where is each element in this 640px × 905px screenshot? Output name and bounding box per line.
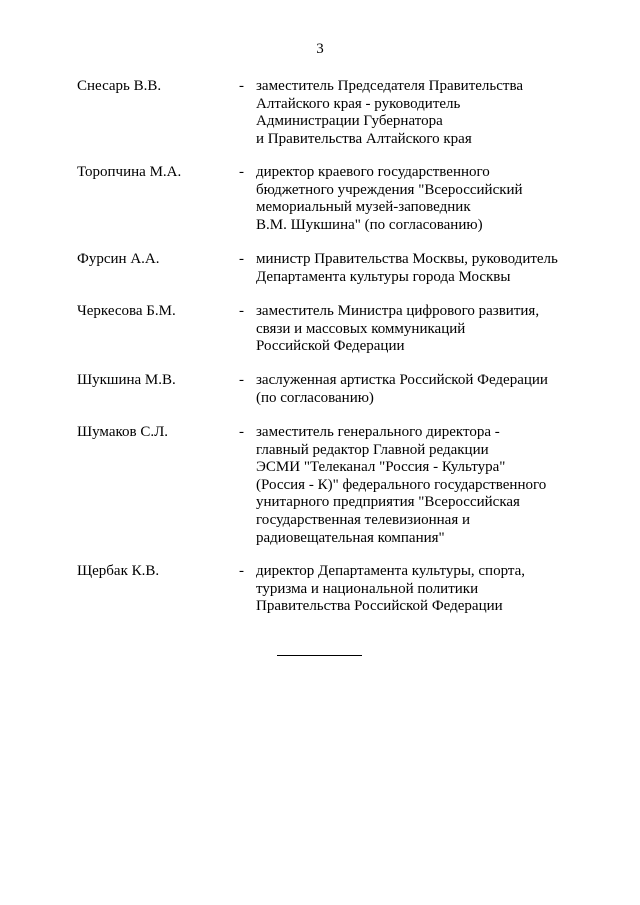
member-name: Шукшина М.В. — [77, 372, 176, 388]
member-role — [256, 563, 586, 616]
role-line: директор Департамента культуры, спорта, — [256, 563, 526, 579]
member-role — [256, 251, 586, 286]
role-line: туризма и национальной политики — [256, 580, 479, 597]
role-line: Администрации Губернатора — [256, 113, 443, 130]
role-line: государственная телевизионная и — [256, 511, 470, 528]
separator-dash: - — [239, 372, 244, 388]
role-line: директор краевого государственного — [256, 164, 490, 180]
member-name: Снесарь В.В. — [77, 78, 162, 94]
member-role — [256, 303, 586, 356]
role-line: Правительства Российской Федерации — [256, 598, 503, 615]
role-line: (Россия - К)" федерального государственного — [256, 476, 547, 493]
role-line: заместитель Председателя Правительства — [256, 78, 524, 94]
separator-dash: - — [239, 251, 244, 267]
role-line: радиовещательная компания" — [256, 529, 445, 546]
member-name: Шумаков С.Л. — [77, 424, 169, 440]
role-line: и Правительства Алтайского края — [256, 130, 472, 147]
role-line: (по согласованию) — [256, 389, 374, 406]
member-name: Черкесова Б.М. — [77, 303, 176, 319]
role-line: министр Правительства Москвы, руководитель — [256, 251, 558, 267]
member-role — [256, 78, 586, 148]
role-line: главный редактор Главной редакции — [256, 441, 489, 458]
role-line: мемориальный музей-заповедник — [256, 199, 471, 216]
role-line: унитарного предприятия "Всероссийская — [256, 494, 520, 511]
role-line: бюджетного учреждения "Всероссийский — [256, 181, 523, 198]
role-line: заместитель генерального директора - — [256, 424, 500, 440]
role-line: Департамента культуры города Москвы — [256, 268, 511, 285]
end-of-list-rule — [277, 655, 362, 656]
page-number: 3 — [316, 41, 324, 57]
separator-dash: - — [239, 164, 244, 180]
member-role — [256, 372, 586, 407]
separator-dash: - — [239, 424, 244, 440]
role-line: Российской Федерации — [256, 338, 405, 355]
role-line: заслуженная артистка Российской Федерации — [256, 372, 548, 388]
separator-dash: - — [239, 303, 244, 319]
member-name: Щербак К.В. — [77, 563, 160, 579]
member-name: Фурсин А.А. — [77, 251, 160, 267]
role-line: заместитель Министра цифрового развития, — [256, 303, 540, 319]
member-role — [256, 424, 586, 547]
role-line: связи и массовых коммуникаций — [256, 320, 466, 337]
member-name: Торопчина М.А. — [77, 164, 182, 180]
role-line: В.М. Шукшина" (по согласованию) — [256, 216, 483, 233]
separator-dash: - — [239, 563, 244, 579]
separator-dash: - — [239, 78, 244, 94]
member-role — [256, 164, 586, 234]
role-line: Алтайского края - руководитель — [256, 95, 461, 112]
role-line: ЭСМИ "Телеканал "Россия - Культура" — [256, 459, 506, 476]
